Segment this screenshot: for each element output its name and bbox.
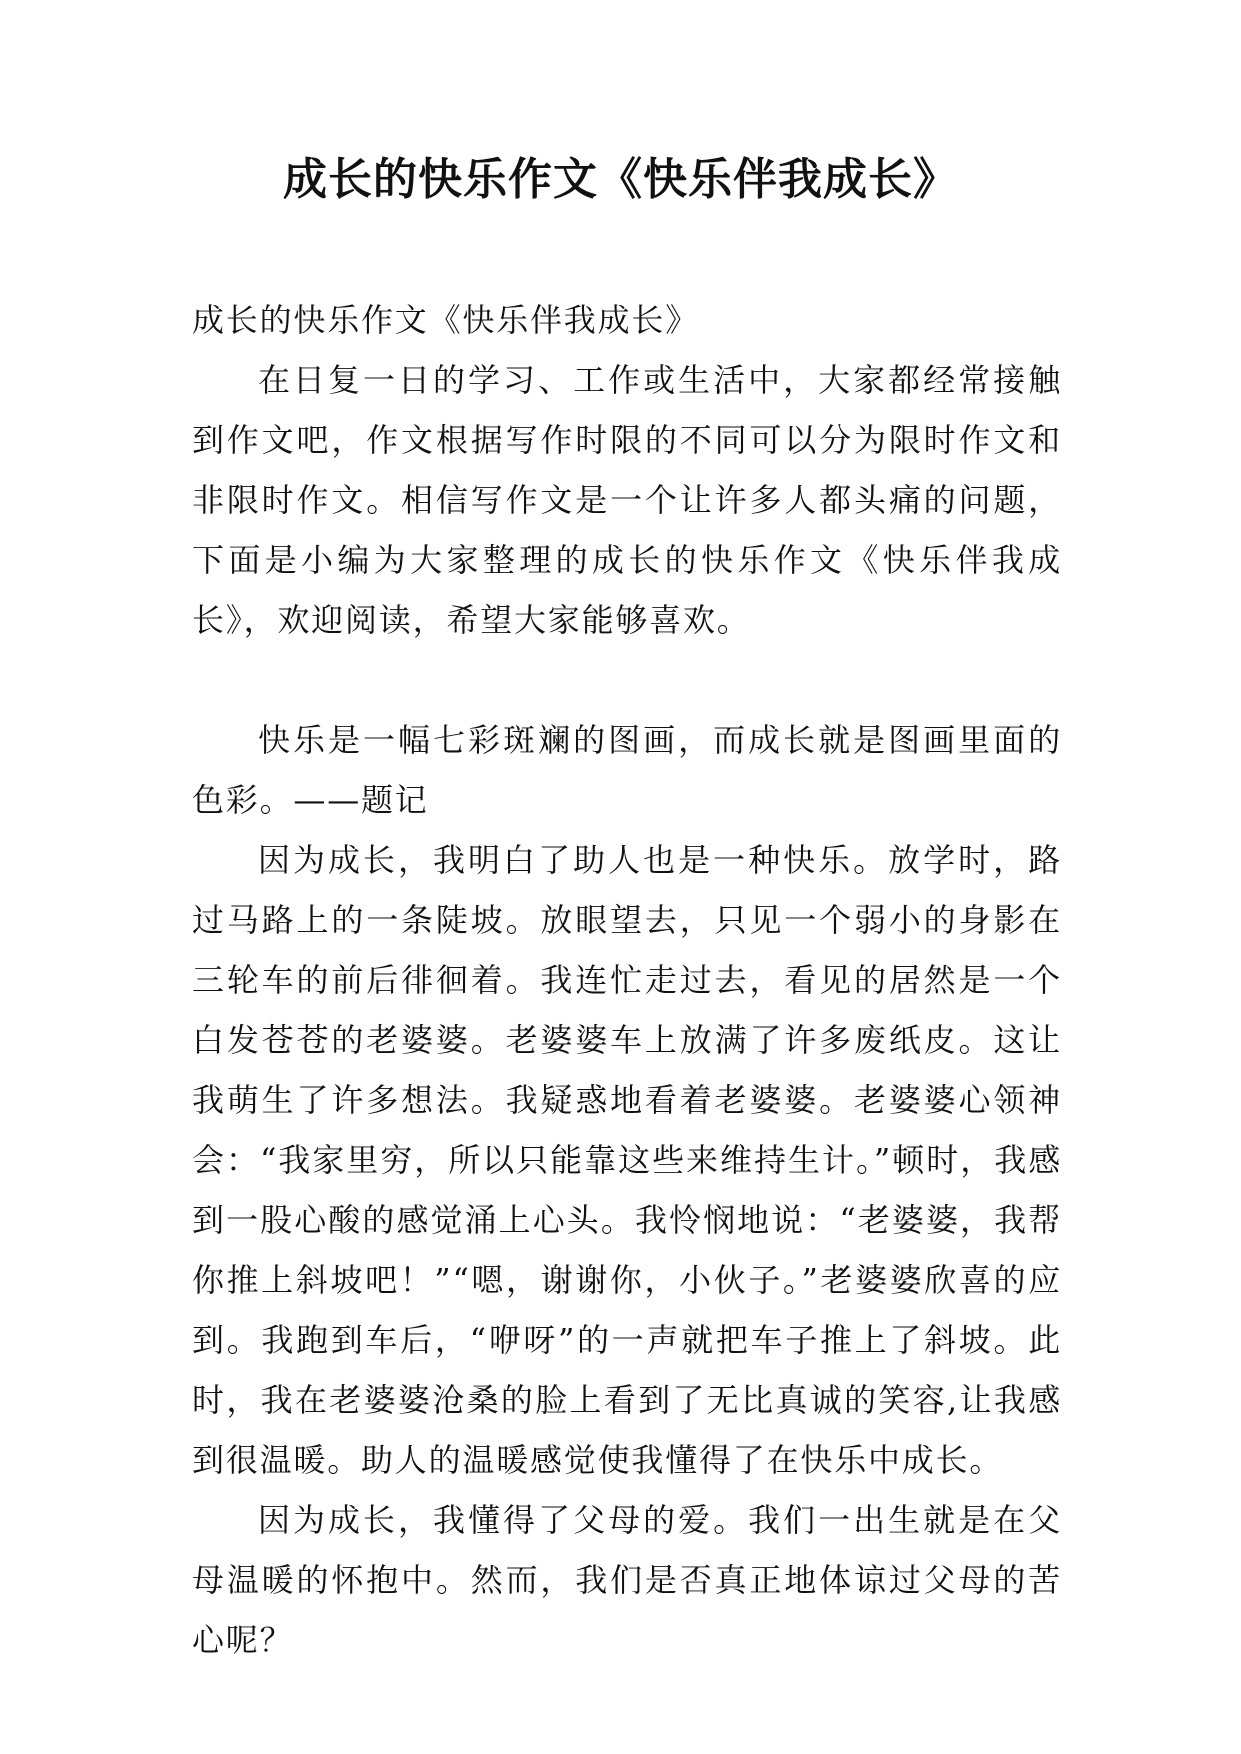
paragraph-gap [192, 650, 1062, 710]
subtitle-line: 成长的快乐作文《快乐伴我成长》 [192, 301, 700, 339]
body-paragraph: 因为成长，我懂得了父母的爱。我们一出生就是在父母温暖的怀抱中。然而，我们是否真正地体谅过父母的苦心呢？ [192, 1501, 1062, 1659]
document-title: 成长的快乐作文《快乐伴我成长》 [283, 154, 958, 205]
document-body [192, 290, 1062, 1670]
intro-paragraph: 在日复一日的学习、工作或生活中，大家都经常接触到作文吧，作文根据写作时限的不同可以分为限时作文和非限时作文。相信写作文是一个让许多人都头痛的问题，下面是小编为大家整理的成长的快乐作文《快乐伴我成长》，欢迎阅读，希望大家能够喜欢。 [192, 361, 1062, 639]
epigraph-paragraph: 快乐是一幅七彩斑斓的图画，而成长就是图画里面的色彩。——题记 [192, 721, 1062, 819]
body-paragraph: 因为成长，我明白了助人也是一种快乐。放学时，路过马路上的一条陡坡。放眼望去，只见一个弱小的身影在三轮车的前后徘徊着。我连忙走过去，看见的居然是一个白发苍苍的老婆婆。老婆婆车上放满了许多废纸皮。这让我萌生了许多想法。我疑惑地看着老婆婆。老婆婆心领神会：“我家里穷，所以只能靠这些来维持生计。”顿时，我感到一股心酸的感觉涌上心头。我怜悯地说：“老婆婆，我帮你推上斜坡吧！”“嗯，谢谢你，小伙子。”老婆婆欣喜的应到。我跑到车后，“咿呀”的一声就把车子推上了斜坡。此时，我在老婆婆沧桑的脸上看到了无比真诚的笑容,让我感到很温暖。助人的温暖感觉使我懂得了在快乐中成长。 [192, 841, 1062, 1479]
